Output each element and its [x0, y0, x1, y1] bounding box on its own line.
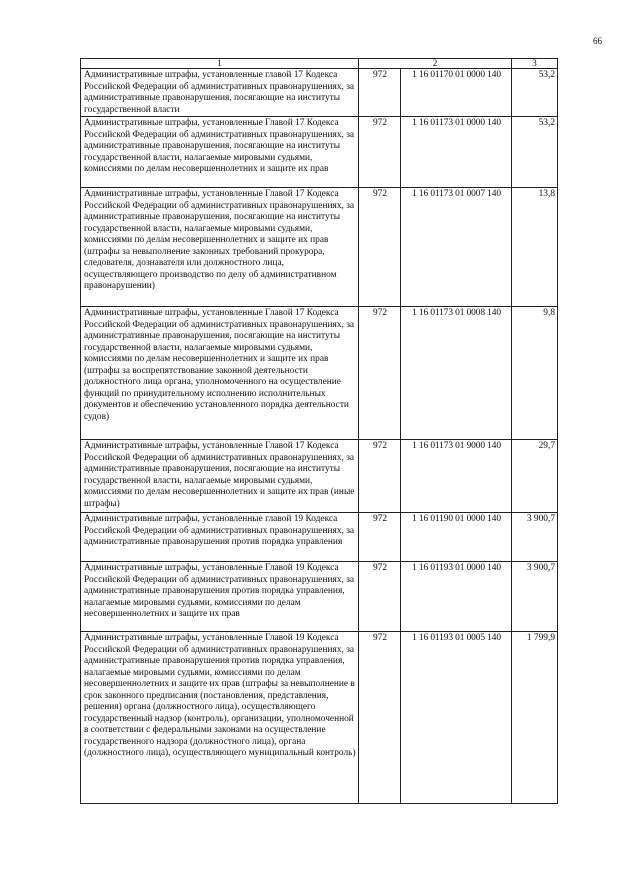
column-header-2: 2	[359, 59, 512, 69]
table-row	[81, 513, 558, 562]
row-admin-code: 972	[359, 632, 401, 804]
row-admin-code: 972	[359, 562, 401, 632]
row-description: Административные штрафы, установленные Главой 17 Кодекса Российской Федерации об административных правонарушениях, за административные правонарушения, посягающие на институты государственной власти, налагаемые мировыми судьями, комиссиями по делам несовершеннолетних и защите их прав (иные штрафы)	[81, 440, 359, 513]
row-admin-code: 972	[359, 513, 401, 562]
row-admin-code: 972	[359, 440, 401, 513]
row-amount: 13,8	[512, 188, 558, 307]
table-header-row	[81, 59, 558, 69]
table-row	[81, 188, 558, 307]
row-description: Административные штрафы, установленные Главой 19 Кодекса Российской Федерации об административных правонарушениях, за административные правонарушения против порядка управления, налагаемые мировыми судьями, комиссиями по делам несовершеннолетних и защите их прав	[81, 562, 359, 632]
table-row	[81, 307, 558, 440]
table-row	[81, 117, 558, 188]
column-header-3: 3	[512, 59, 558, 69]
row-description: Административные штрафы, установленные Главой 17 Кодекса Российской Федерации об административных правонарушениях, за административные правонарушения, посягающие на институты государственной власти, налагаемые мировыми судьями, комиссиями по делам несовершеннолетних и защите их прав (штрафы за воспрепятствование законной деятельности должностного лица органа, уполномоченного на осуществление функций по принудительному исполнению исполнительных документов и обеспечению установленного порядка деятельности судов)	[81, 307, 359, 440]
fines-table	[80, 58, 558, 804]
row-description: Административные штрафы, установленные Главой 19 Кодекса Российской Федерации об административных правонарушениях, за административные правонарушения против порядка управления, налагаемые мировыми судьями, комиссиями по делам несовершеннолетних и защите их прав (штрафы за невыполнение в срок законного предписания (постановления, представления, решения) органа (должностного лица), осуществляющего государственный надзор (контроль), организации, уполномоченной в соответствии с федеральными законами на осуществление государственного надзора (должностного лица), органа (должностного лица), осуществляющего муниципальный контроль)	[81, 632, 359, 804]
row-amount: 53,2	[512, 117, 558, 188]
row-amount: 9,8	[512, 307, 558, 440]
row-budget-code: 1 16 01190 01 0000 140	[401, 513, 512, 562]
row-budget-code: 1 16 01193 01 0005 140	[401, 632, 512, 804]
column-header-1: 1	[81, 59, 359, 69]
page-number: 66	[593, 36, 602, 46]
row-budget-code: 1 16 01173 01 0007 140	[401, 188, 512, 307]
row-admin-code: 972	[359, 69, 401, 117]
row-budget-code: 1 16 01193 01 0000 140	[401, 562, 512, 632]
row-description: Административные штрафы, установленные главой 19 Кодекса Российской Федерации об административных правонарушениях, за административные правонарушения против порядка управления	[81, 513, 359, 562]
row-budget-code: 1 16 01173 01 0000 140	[401, 117, 512, 188]
row-admin-code: 972	[359, 117, 401, 188]
row-amount: 3 900,7	[512, 513, 558, 562]
row-description: Административные штрафы, установленные главой 17 Кодекса Российской Федерации об административных правонарушениях, за административные правонарушения, посягающие на институты государственной власти	[81, 69, 359, 117]
row-budget-code: 1 16 01173 01 9000 140	[401, 440, 512, 513]
row-admin-code: 972	[359, 307, 401, 440]
row-amount: 3 900,7	[512, 562, 558, 632]
row-amount: 53,2	[512, 69, 558, 117]
row-budget-code: 1 16 01173 01 0008 140	[401, 307, 512, 440]
table-row	[81, 562, 558, 632]
row-amount: 29,7	[512, 440, 558, 513]
row-description: Административные штрафы, установленные Главой 17 Кодекса Российской Федерации об административных правонарушениях, за административные правонарушения, посягающие на институты государственной власти, налагаемые мировыми судьями, комиссиями по делам несовершеннолетних и защите их прав (штрафы за невыполнение законных требований прокурора, следователя, дознавателя или должностного лица, осуществляющего производство по делу об административном правонарушении)	[81, 188, 359, 307]
row-budget-code: 1 16 01170 01 0000 140	[401, 69, 512, 117]
row-admin-code: 972	[359, 188, 401, 307]
table-row	[81, 632, 558, 804]
table-row	[81, 69, 558, 117]
table-row	[81, 440, 558, 513]
row-description: Административные штрафы, установленные Главой 17 Кодекса Российской Федерации об административных правонарушениях, за административные правонарушения, посягающие на институты государственной власти, налагаемые мировыми судьями, комиссиями по делам несовершеннолетних и защите их прав	[81, 117, 359, 188]
row-amount: 1 799,9	[512, 632, 558, 804]
